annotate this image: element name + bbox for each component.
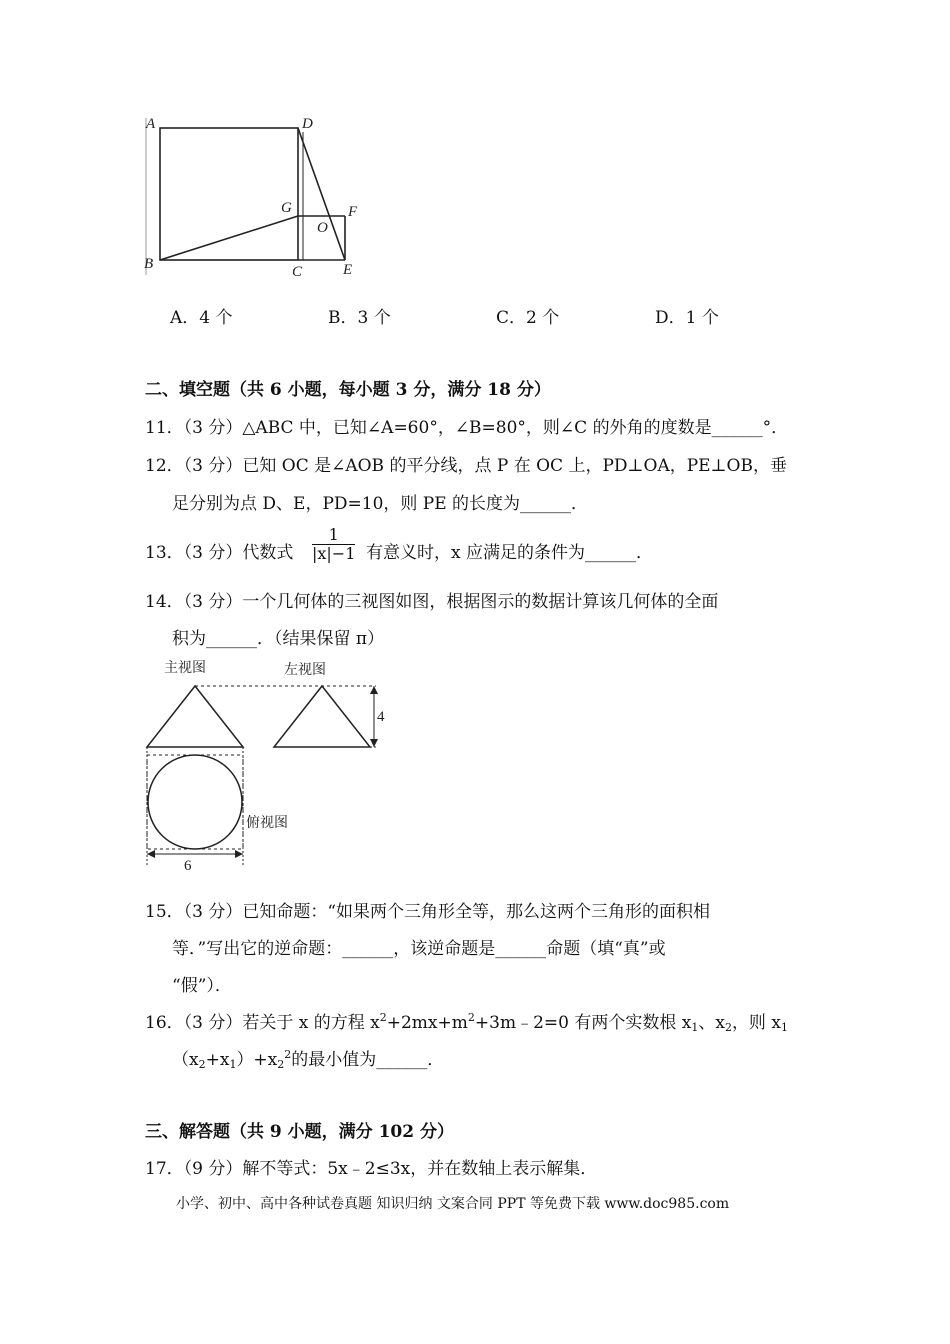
label-o: O [317,220,328,236]
three-views-figure [140,655,400,875]
question-11: 11．（3 分）△ABC 中，已知∠A=60°，∠B=80°，则∠C 的外角的度数是______°． [145,418,789,438]
question-12-line1: 12．（3 分）已知 OC 是∠AOB 的平分线，点 P 在 OC 上，PD⊥OA，PE⊥OB，垂 [145,456,787,476]
question-13-prefix: 13．（3 分）代数式 [145,543,294,563]
option-b: B．3 个 [328,308,391,328]
question-16-line2: $(x_2+x_1)+x_2^2$的最小值为______． [172,1048,445,1071]
left-view-label: 左视图 [284,662,326,678]
option-a: A．4 个 [170,308,233,328]
width-label: 6 [184,858,192,874]
section2-heading: 二、填空题（共 6 小题，每小题 3 分，满分 18 分） [145,380,551,400]
section3-heading: 三、解答题（共 9 小题，满分 102 分） [145,1122,454,1142]
page-footer: 小学、初中、高中各种试卷真题 知识归纳 文案合同 PPT 等免费下载 www.doc985.com [176,1196,730,1212]
question-13-fraction [312,526,355,563]
height-label: 4 [377,709,385,725]
label-e: E [343,262,353,278]
question-13-suffix: 有意义时，x 应满足的条件为______． [366,543,653,563]
front-view-label: 主视图 [164,660,206,676]
question-12-line2: 足分别为点 D、E，PD=10，则 PE 的长度为______． [172,494,589,514]
label-c: C [292,264,303,280]
label-a: A [146,116,156,132]
option-c: C．2 个 [496,308,560,328]
question-15-line1: 15．（3 分）已知命题：“如果两个三角形全等，那么这两个三角形的面积相 [145,902,711,922]
question-15-line2: 等．”写出它的逆命题：______，该逆命题是______命题（填“真”或 [172,939,666,959]
top-view-label: 俯视图 [246,815,288,831]
geometry-figure-square [140,110,370,285]
question-17: 17．（9 分）解不等式：5x﹣2≤3x，并在数轴上表示解集． [145,1159,598,1179]
fraction-denominator: |x|−1 [312,544,356,563]
question-15-line3: “假”）． [172,976,232,996]
label-b: B [144,256,154,272]
label-g: G [281,200,292,216]
question-14-line2: 积为______．（结果保留 π） [172,629,385,649]
label-f: F [348,204,358,220]
fraction-numerator: 1 [312,526,355,545]
label-d: D [302,116,313,132]
question-16-line1: 16．（3 分）若关于 x 的方程 $x^2+2mx+m^2+3m﹣2=0$ 有两个实数根 $x_1$、$x_2$，则 $x_1$ [145,1011,788,1034]
option-d: D．1 个 [655,308,719,328]
question-14-line1: 14．（3 分）一个几何体的三视图如图，根据图示的数据计算该几何体的全面 [145,592,719,612]
